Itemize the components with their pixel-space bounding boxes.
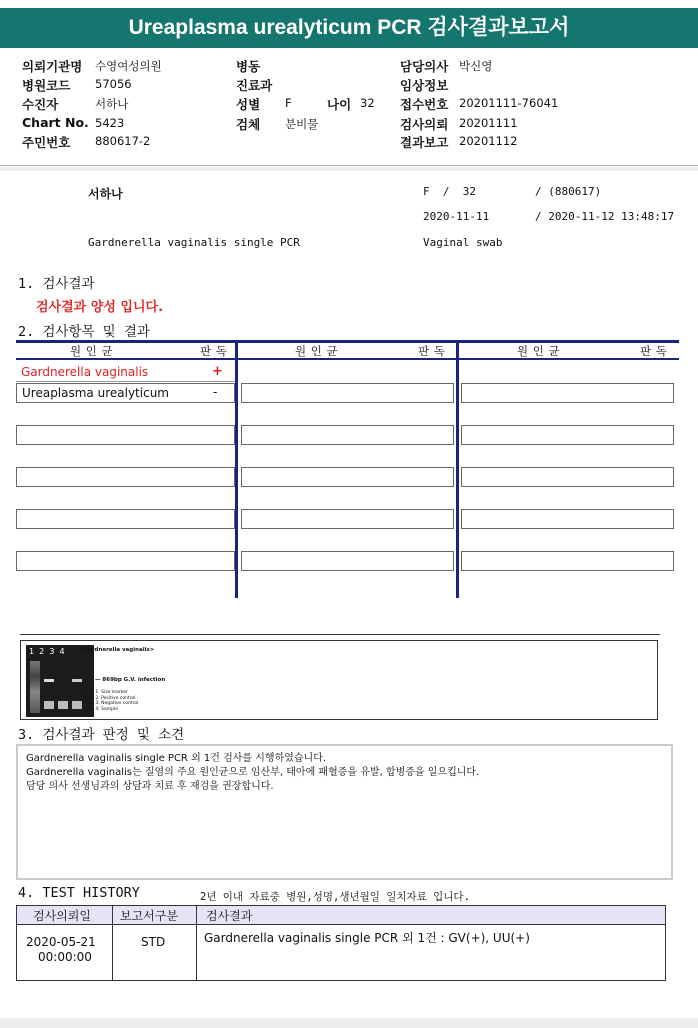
gel-legend-line: Lane 1: Size marker (83, 690, 128, 695)
institution-label: 의뢰기관명 (22, 59, 83, 74)
summary-birth: / (880617) (535, 185, 602, 198)
empty-cell (241, 509, 454, 529)
doctor-label: 담당의사 (400, 59, 449, 74)
history-header-row (16, 905, 666, 925)
history-right-border (665, 925, 666, 981)
empty-cell (461, 551, 674, 571)
summary-specimen: Vaginal swab (423, 236, 503, 249)
sex-label: 성별 (236, 97, 261, 112)
findings-line: 담당 의사 선생님과의 상담과 치료 후 재검을 권장합니다. (26, 781, 274, 792)
gel-band (44, 679, 54, 682)
gel-band (58, 701, 68, 709)
gel-band-label: — 869bp G.V. infection (95, 677, 166, 683)
empty-cell (461, 509, 674, 529)
gel-lane-numbers: 1 2 3 4 (29, 647, 65, 656)
patient-value: 서하나 (95, 97, 129, 111)
summary-sex-age: F / 32 (423, 185, 476, 198)
empty-cell (16, 551, 235, 571)
empty-cell (16, 509, 235, 529)
empty-cell (461, 467, 674, 487)
sex-value: F (285, 96, 292, 110)
history-date: 2020-05-21 (26, 935, 96, 949)
gel-legend-line: Lane 3: Negative control (83, 701, 139, 706)
report-title: Ureaplasma urealyticum PCR 검사결과보고서 (0, 8, 698, 48)
gel-band (44, 701, 54, 709)
table-row (16, 383, 235, 403)
findings-line: Gardnerella vaginalis single PCR 외 1건 검사를 시행하였습니다. (26, 753, 327, 764)
gel-top-rule (20, 634, 660, 635)
findings-text (26, 752, 479, 794)
gel-title: <Gardnerella vaginalis> (79, 647, 155, 653)
report-label: 결과보고 (400, 135, 449, 150)
history-result: Gardnerella vaginalis single PCR 외 1건 : GV(+), UU(+) (204, 931, 530, 945)
result-statement: 검사결과 양성 입니다. (36, 300, 164, 315)
gel-legend-line: Lane 2: Positive control (83, 695, 136, 701)
specimen-value: 분비물 (285, 117, 319, 131)
institution-value: 수영여성의원 (95, 59, 162, 73)
specimen-label: 검체 (236, 117, 261, 132)
patient-label: 수진자 (22, 97, 59, 112)
col2-judge-header: 판 독 (418, 344, 446, 358)
gel-legend-line: Lane 4: Sample (83, 706, 118, 712)
empty-cell (241, 383, 454, 403)
receipt-value: 20201111-76041 (459, 96, 559, 110)
gel-figure (20, 640, 658, 720)
history-col-divider (196, 905, 197, 981)
table-top-rule (16, 340, 679, 343)
empty-cell (16, 425, 235, 445)
summary-test: Gardnerella vaginalis single PCR (88, 236, 300, 249)
gel-lane-marker (30, 661, 40, 713)
findings-box (16, 744, 673, 880)
findings-line: Gardnerella vaginalis는 질염의 주요 원인균으로 임산부, 태아에 패혈증을 유발, 합병증을 일으킵니다. (26, 767, 480, 778)
summary-name: 서하나 (88, 187, 123, 201)
row-underline (16, 381, 235, 382)
doctor-value: 박신영 (459, 59, 493, 73)
col2-cause-header: 원 인 균 (295, 344, 339, 358)
empty-cell (461, 425, 674, 445)
summary-date: 2020-11-11 (423, 210, 490, 223)
age-value: 32 (360, 96, 375, 110)
gel-legend (83, 690, 138, 712)
history-header-type: 보고서구분 (120, 909, 178, 923)
history-left-border (16, 925, 17, 981)
info-divider-shadow (0, 167, 698, 171)
empty-cell (241, 425, 454, 445)
code-label: 병원코드 (22, 78, 71, 93)
empty-cell (461, 383, 674, 403)
history-header-result: 검사결과 (206, 909, 253, 923)
dept-label: 진료과 (236, 78, 273, 93)
chart-label: Chart No. (22, 115, 89, 130)
section4-title: 4. TEST HISTORY (18, 885, 140, 901)
history-time: 00:00:00 (38, 950, 92, 964)
chart-value: 5423 (95, 116, 125, 130)
gel-band (72, 679, 82, 682)
section2-title: 2. 검사항목 및 결과 (18, 324, 150, 340)
history-bottom-border (16, 980, 666, 981)
clinical-label: 임상정보 (400, 78, 449, 93)
history-note: 2년 이내 자료중 병원,성명,생년월일 일치자료 입니다. (200, 891, 470, 903)
code-value: 57056 (95, 77, 132, 91)
organism-name: Ureaplasma urealyticum (22, 386, 169, 400)
history-col-divider (112, 905, 113, 981)
id-label: 주민번호 (22, 135, 71, 150)
empty-cell (241, 551, 454, 571)
gel-band (72, 701, 82, 709)
request-label: 검사의뢰 (400, 117, 449, 132)
col3-cause-header: 원 인 균 (517, 344, 561, 358)
table-column-divider (456, 343, 459, 598)
organism-name-positive: Gardnerella vaginalis (21, 365, 149, 379)
section3-title: 3. 검사결과 판정 및 소견 (18, 727, 185, 743)
age-label: 나이 (327, 97, 352, 112)
report-value: 20201112 (459, 134, 518, 148)
empty-cell (16, 467, 235, 487)
receipt-label: 접수번호 (400, 97, 449, 112)
col3-judge-header: 판 독 (640, 344, 668, 358)
page-footer-band (0, 1018, 698, 1028)
organism-result-positive: + (212, 364, 223, 379)
col1-cause-header: 원 인 균 (70, 344, 114, 358)
table-column-divider (235, 343, 238, 598)
col1-judge-header: 판 독 (200, 344, 228, 358)
history-type: STD (141, 935, 166, 949)
organism-result: - (213, 385, 218, 399)
history-header-date: 검사의뢰일 (33, 909, 91, 923)
ward-label: 병동 (236, 59, 261, 74)
info-divider (0, 165, 698, 166)
summary-datetime: / 2020-11-12 13:48:17 (535, 210, 675, 223)
request-value: 20201111 (459, 116, 518, 130)
id-value: 880617-2 (95, 134, 151, 148)
section1-title: 1. 검사결과 (18, 276, 95, 292)
empty-cell (241, 467, 454, 487)
table-header-rule (16, 358, 679, 360)
